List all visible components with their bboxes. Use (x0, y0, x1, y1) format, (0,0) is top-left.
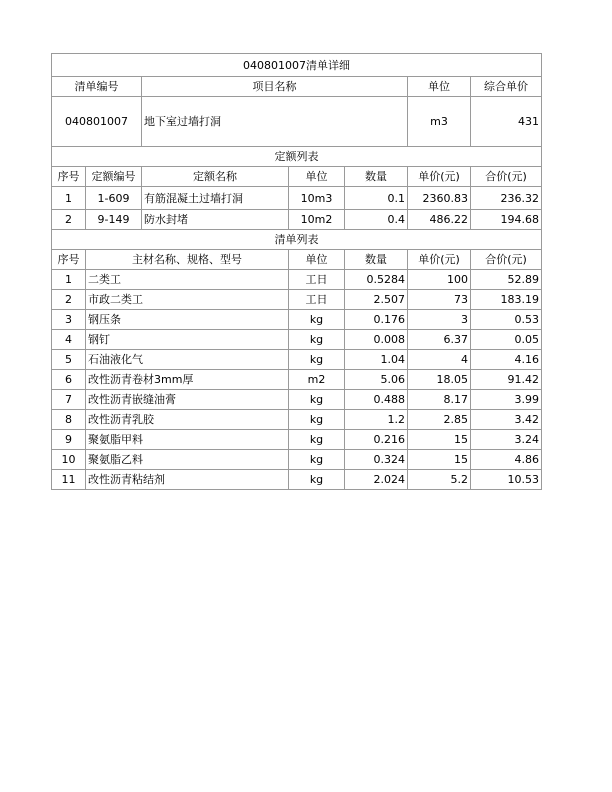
material-row (52, 430, 542, 450)
material-price: 18.05 (408, 370, 471, 390)
quota-unit-header: 单位 (289, 167, 345, 187)
material-name: 聚氨脂甲料 (86, 430, 289, 450)
material-qty-header: 数量 (345, 250, 408, 270)
quota-seq-header: 序号 (52, 167, 86, 187)
material-qty: 0.5284 (345, 270, 408, 290)
material-unit: kg (289, 310, 345, 330)
material-price: 3 (408, 310, 471, 330)
material-total: 3.24 (471, 430, 542, 450)
material-row (52, 370, 542, 390)
material-price: 8.17 (408, 390, 471, 410)
material-seq: 1 (52, 270, 86, 290)
material-name: 改性沥青乳胶 (86, 410, 289, 430)
quota-name-header: 定额名称 (142, 167, 289, 187)
quota-seq: 2 (52, 210, 86, 230)
material-qty: 0.324 (345, 450, 408, 470)
material-unit-header: 单位 (289, 250, 345, 270)
quota-row (52, 187, 542, 210)
material-row (52, 310, 542, 330)
material-total: 52.89 (471, 270, 542, 290)
material-header-row (52, 250, 542, 270)
material-qty: 5.06 (345, 370, 408, 390)
bill-name-header: 项目名称 (142, 77, 408, 97)
material-row (52, 270, 542, 290)
material-row (52, 350, 542, 370)
material-name: 改性沥青粘结剂 (86, 470, 289, 490)
material-section-row (52, 230, 542, 250)
material-qty: 0.176 (345, 310, 408, 330)
material-price: 100 (408, 270, 471, 290)
material-row (52, 410, 542, 430)
material-unit: kg (289, 390, 345, 410)
material-qty: 2.024 (345, 470, 408, 490)
material-name-header: 主材名称、规格、型号 (86, 250, 289, 270)
material-qty: 1.04 (345, 350, 408, 370)
material-seq: 4 (52, 330, 86, 350)
material-price: 5.2 (408, 470, 471, 490)
quota-total: 236.32 (471, 187, 542, 210)
material-seq: 5 (52, 350, 86, 370)
material-seq: 7 (52, 390, 86, 410)
material-unit: kg (289, 430, 345, 450)
quota-code: 1-609 (86, 187, 142, 210)
sheet-title: 040801007清单详细 (52, 54, 542, 77)
material-unit: m2 (289, 370, 345, 390)
material-unit: 工日 (289, 290, 345, 310)
material-price-header: 单价(元) (408, 250, 471, 270)
material-row (52, 450, 542, 470)
material-name: 钢钉 (86, 330, 289, 350)
quota-unit: 10m3 (289, 187, 345, 210)
material-price: 15 (408, 450, 471, 470)
quota-unit: 10m2 (289, 210, 345, 230)
material-seq: 9 (52, 430, 86, 450)
material-unit: kg (289, 350, 345, 370)
bill-name: 地下室过墙打洞 (142, 97, 408, 147)
quota-section-row (52, 147, 542, 167)
material-unit: kg (289, 330, 345, 350)
bill-detail-table (51, 53, 542, 490)
material-total: 3.99 (471, 390, 542, 410)
title-row (52, 54, 542, 77)
material-name: 二类工 (86, 270, 289, 290)
material-seq: 3 (52, 310, 86, 330)
material-unit: kg (289, 410, 345, 430)
material-name: 改性沥青嵌缝油膏 (86, 390, 289, 410)
material-total: 91.42 (471, 370, 542, 390)
quota-row (52, 210, 542, 230)
bill-code: 040801007 (52, 97, 142, 147)
material-row (52, 470, 542, 490)
material-name: 市政二类工 (86, 290, 289, 310)
material-total: 4.86 (471, 450, 542, 470)
bill-unit-header: 单位 (408, 77, 471, 97)
material-total: 0.05 (471, 330, 542, 350)
material-price: 4 (408, 350, 471, 370)
material-qty: 0.488 (345, 390, 408, 410)
material-qty: 0.008 (345, 330, 408, 350)
bill-price: 431 (471, 97, 542, 147)
quota-header-row (52, 167, 542, 187)
quota-qty-header: 数量 (345, 167, 408, 187)
quota-code: 9-149 (86, 210, 142, 230)
material-seq: 2 (52, 290, 86, 310)
material-total: 0.53 (471, 310, 542, 330)
material-name: 钢压条 (86, 310, 289, 330)
bill-row (52, 97, 542, 147)
quota-name: 防水封堵 (142, 210, 289, 230)
material-price: 73 (408, 290, 471, 310)
bill-header-row (52, 77, 542, 97)
material-name: 石油液化气 (86, 350, 289, 370)
quota-qty: 0.4 (345, 210, 408, 230)
quota-seq: 1 (52, 187, 86, 210)
material-price: 2.85 (408, 410, 471, 430)
material-seq-header: 序号 (52, 250, 86, 270)
material-total-header: 合价(元) (471, 250, 542, 270)
material-row (52, 290, 542, 310)
material-unit: 工日 (289, 270, 345, 290)
material-total: 10.53 (471, 470, 542, 490)
material-seq: 11 (52, 470, 86, 490)
bill-unit: m3 (408, 97, 471, 147)
material-unit: kg (289, 470, 345, 490)
material-price: 6.37 (408, 330, 471, 350)
quota-code-header: 定额编号 (86, 167, 142, 187)
material-qty: 2.507 (345, 290, 408, 310)
material-section-title: 清单列表 (52, 230, 542, 250)
material-qty: 0.216 (345, 430, 408, 450)
quota-price: 486.22 (408, 210, 471, 230)
material-name: 聚氨脂乙料 (86, 450, 289, 470)
quota-qty: 0.1 (345, 187, 408, 210)
quota-section-title: 定额列表 (52, 147, 542, 167)
material-total: 4.16 (471, 350, 542, 370)
quota-total-header: 合价(元) (471, 167, 542, 187)
material-price: 15 (408, 430, 471, 450)
material-unit: kg (289, 450, 345, 470)
material-seq: 6 (52, 370, 86, 390)
material-name: 改性沥青卷材3mm厚 (86, 370, 289, 390)
quota-total: 194.68 (471, 210, 542, 230)
material-qty: 1.2 (345, 410, 408, 430)
material-total: 3.42 (471, 410, 542, 430)
material-seq: 10 (52, 450, 86, 470)
quota-price-header: 单价(元) (408, 167, 471, 187)
material-row (52, 390, 542, 410)
quota-name: 有筋混凝土过墙打洞 (142, 187, 289, 210)
quota-price: 2360.83 (408, 187, 471, 210)
bill-price-header: 综合单价 (471, 77, 542, 97)
material-row (52, 330, 542, 350)
material-seq: 8 (52, 410, 86, 430)
material-total: 183.19 (471, 290, 542, 310)
bill-code-header: 清单编号 (52, 77, 142, 97)
